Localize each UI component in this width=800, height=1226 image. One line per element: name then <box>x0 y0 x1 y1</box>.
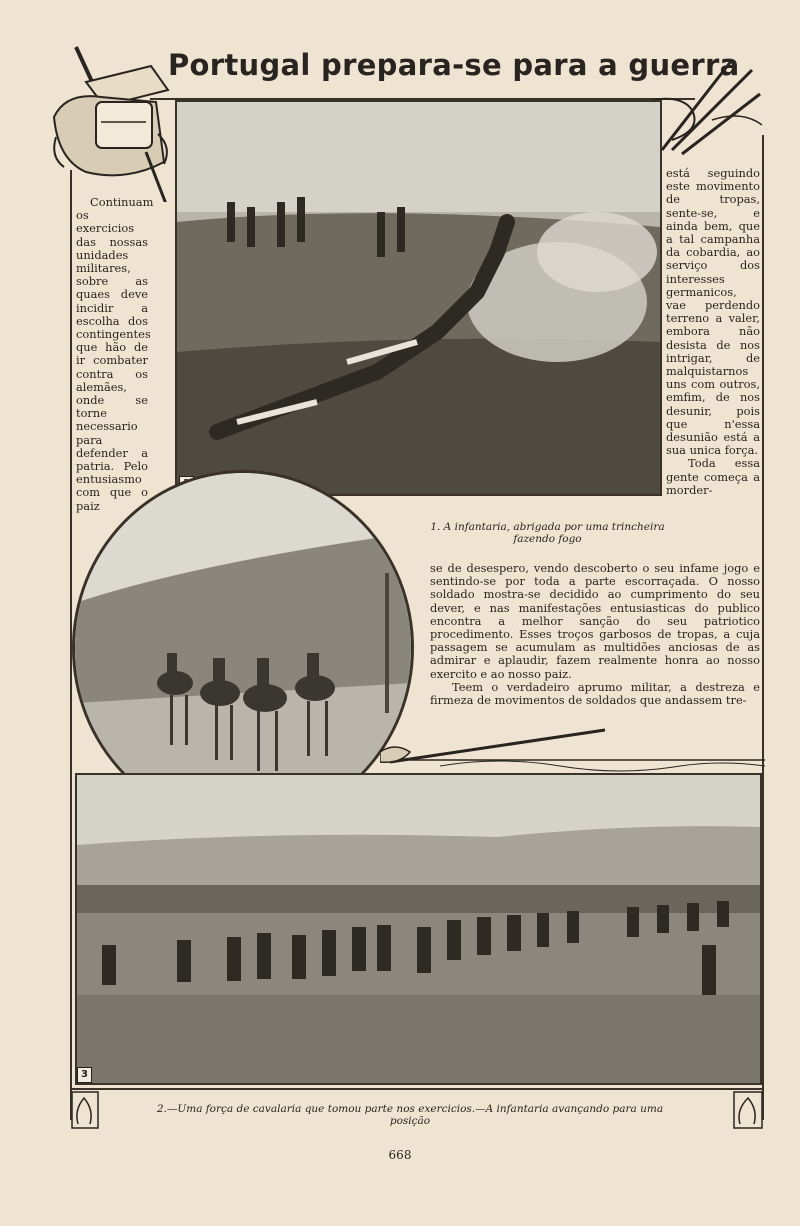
wide-paragraph-1: se de desespero, vendo descoberto o seu infame jogo e sentindo-se por toda a parte escorraçada. O nosso soldado mostra-se decidido ao cumprimento do seu dever, e nas manifestações entusiasticas do publico encontra a melhor sanção do seu patriotico procedimento. Esses troços garbosos de tropas, a cuja passagem se acumulam as multidões anciosas de as admirar e aplaudir, fazem realmente honra ao nosso exercito e ao nosso paiz. <box>430 561 760 681</box>
corner-ornament-right <box>732 1090 764 1130</box>
right-column-text-2: Toda essa gente começa a morder- <box>666 456 760 497</box>
photo-infantry-trench <box>175 100 662 496</box>
article-wide-block <box>430 562 760 707</box>
trench-scene <box>177 102 660 494</box>
bayonets-ornament <box>652 50 767 160</box>
corner-ornament-left <box>70 1090 100 1130</box>
rifle-ornament <box>380 722 765 772</box>
frame-bottom-line <box>70 1088 764 1090</box>
bottom-caption: 2.—Uma força de cavalaria que tomou parte nos exercicios.—A infantaria avançando para uma posição <box>156 1103 664 1127</box>
wide-paragraph-2: Teem o verdadeiro aprumo militar, a destreza e firmeza de movimentos de soldados que andassem tre- <box>430 679 760 708</box>
left-column-text: Continuam os exercicios das nossas unidades militares, sobre as quaes deve incidir a escolha dos contingentes que hão de ir combater contra os alemães, onde se torne necessario para defender a patria. Pelo entusiasmo com que o paiz <box>76 195 154 513</box>
article-right-column <box>666 167 760 497</box>
photo-infantry-advancing <box>75 773 762 1085</box>
frame-right-line <box>762 135 764 1120</box>
cavalry-scene <box>75 473 411 823</box>
article-left-column <box>76 195 154 513</box>
page-title: Portugal prepara-se para a guerra <box>168 48 740 82</box>
photo-1-caption: 1. A infantaria, abrigada por uma trincheira fazendo fogo <box>430 521 665 545</box>
military-kit-ornament <box>46 42 186 202</box>
right-column-text: está seguindo este movimento de tropas, sente-se, e ainda bem, que a tal campanha da cobardia, ao serviço dos interesses germanicos, vae perdendo terreno a valer, embora não desista de nos intrigar, de malquistarnos uns com outros, emfim, de nos desunir, pois que n'essa desunião está a sua unica força. <box>666 166 760 458</box>
advancing-scene <box>77 775 760 1083</box>
page-number: 668 <box>388 1148 412 1162</box>
photo-number-3: 3 <box>77 1067 92 1083</box>
